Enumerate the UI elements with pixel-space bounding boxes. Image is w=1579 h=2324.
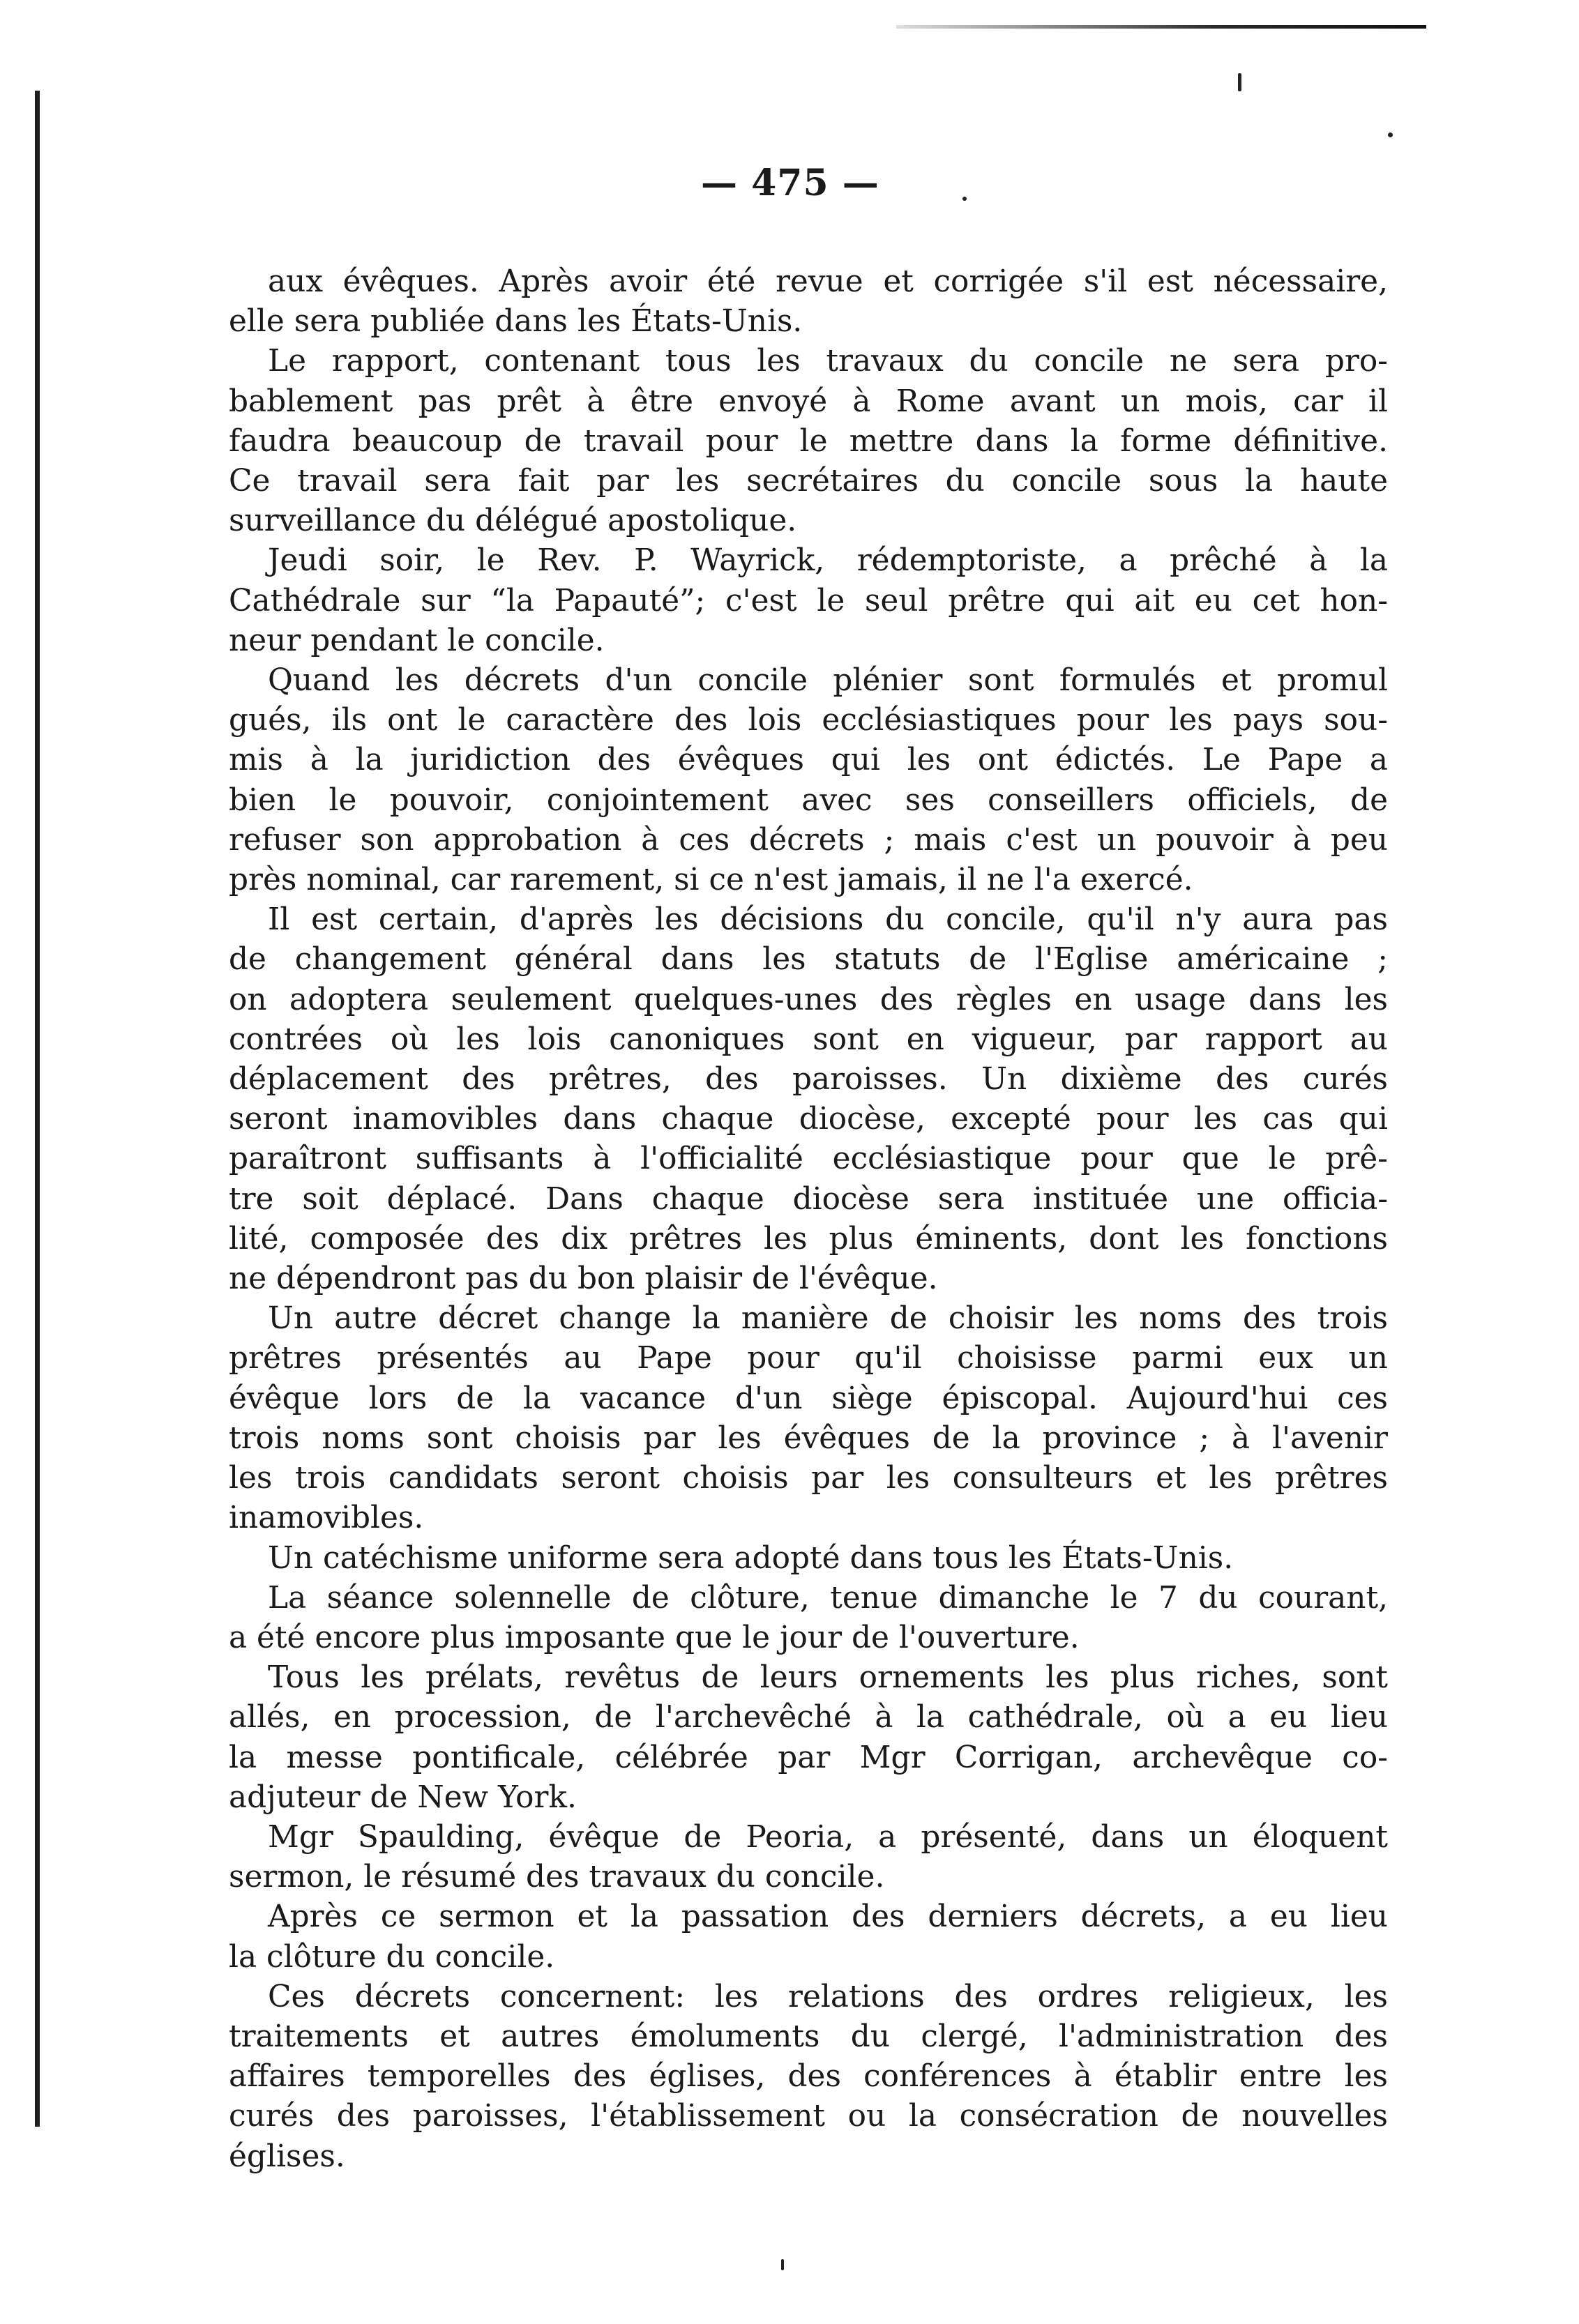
text-line: églises. xyxy=(229,2138,345,2174)
paragraph xyxy=(229,1578,1388,1657)
text-line: évêque lors de la vacance d'un siège épiscopal. Aujourd'hui ces xyxy=(229,1380,1388,1416)
paragraph xyxy=(229,540,1388,660)
text-line: affaires temporelles des églises, des conférences à établir entre les xyxy=(229,2058,1388,2095)
paragraph xyxy=(229,1298,1388,1537)
text-line: curés des paroisses, l'établissement ou la consécration de nouvelles xyxy=(229,2098,1388,2134)
text-line: bablement pas prêt à être envoyé à Rome avant un mois, car il xyxy=(229,383,1388,419)
speck xyxy=(962,197,967,201)
text-line: allés, en procession, de l'archevêché à la cathédrale, où a eu lieu xyxy=(229,1699,1388,1736)
text-line: la clôture du concile. xyxy=(229,1938,555,1975)
text-line: les trois candidats seront choisis par les consulteurs et les prêtres xyxy=(229,1460,1388,1496)
text-line: trois noms sont choisis par les évêques de la province ; à l'avenir xyxy=(229,1420,1388,1456)
text-line: Il est certain, d'après les décisions du concile, qu'il n'y aura pas xyxy=(268,902,1388,938)
paragraph xyxy=(229,261,1388,341)
text-line: Un autre décret change la manière de choisir les noms des trois xyxy=(268,1300,1388,1337)
text-line: bien le pouvoir, conjointement avec ses conseillers officiels, de xyxy=(229,782,1388,818)
text-line: gués, ils ont le caractère des lois ecclésiastiques pour les pays sou- xyxy=(229,702,1388,738)
text-line: on adoptera seulement quelques-unes des règles en usage dans les xyxy=(229,981,1388,1017)
text-line: aux évêques. Après avoir été revue et corrigée s'il est nécessaire, xyxy=(268,264,1388,299)
page-number: — 475 — xyxy=(701,162,879,204)
text-line: mis à la juridiction des évêques qui les ont édictés. Le Pape a xyxy=(229,742,1388,778)
text-line: Cathédrale sur “la Papauté”; c'est le seul prêtre qui ait eu cet hon- xyxy=(229,582,1388,618)
text-line: adjuteur de New York. xyxy=(229,1779,577,1815)
paragraph xyxy=(229,660,1388,899)
text-line: près nominal, car rarement, si ce n'est jamais, il ne l'a exercé. xyxy=(229,862,1193,898)
text-line: paraîtront suffisants à l'officialité ecclésiastique pour que le prê- xyxy=(229,1141,1388,1177)
paragraph xyxy=(229,1977,1388,2176)
text-line: tre soit déplacé. Dans chaque diocèse sera instituée une officia- xyxy=(229,1180,1388,1217)
paragraph xyxy=(229,1657,1388,1817)
speck xyxy=(1238,73,1241,91)
text-line: Quand les décrets d'un concile plénier sont formulés et promul xyxy=(268,662,1388,699)
text-line: prêtres présentés au Pape pour qu'il choisisse parmi eux un xyxy=(229,1340,1388,1376)
text-line: sermon, le résumé des travaux du concile. xyxy=(229,1859,885,1895)
text-line: surveillance du délégué apostolique. xyxy=(229,503,797,539)
top-rule xyxy=(896,25,1426,29)
text-line: neur pendant le concile. xyxy=(229,622,605,658)
text-line: Mgr Spaulding, évêque de Peoria, a présenté, dans un éloquent xyxy=(268,1818,1388,1855)
text-line: Ces décrets concernent: les relations des ordres religieux, les xyxy=(268,1978,1388,2014)
text-line: a été encore plus imposante que le jour de l'ouverture. xyxy=(229,1619,1080,1655)
text-line: traitements et autres émoluments du clergé, l'administration des xyxy=(229,2018,1388,2054)
paragraph xyxy=(229,1897,1388,1976)
article-body xyxy=(229,261,1388,2176)
paragraph xyxy=(229,899,1388,1298)
text-line: faudra beaucoup de travail pour le mettre dans la forme définitive. xyxy=(229,423,1388,459)
text-line: Le rapport, contenant tous les travaux du concile ne sera pro- xyxy=(268,343,1388,379)
text-line: elle sera publiée dans les États-Unis. xyxy=(229,303,803,340)
text-line: inamovibles. xyxy=(229,1500,424,1536)
text-line: lité, composée des dix prêtres les plus éminents, dont les fonctions xyxy=(229,1220,1388,1256)
paragraph xyxy=(229,1817,1388,1897)
text-line: ne dépendront pas du bon plaisir de l'évêque. xyxy=(229,1261,938,1297)
paragraph xyxy=(229,1538,1388,1578)
left-margin-rule xyxy=(35,91,40,2127)
text-line: seront inamovibles dans chaque diocèse, excepté pour les cas qui xyxy=(229,1101,1388,1137)
paragraph xyxy=(229,341,1388,540)
text-line: Un catéchisme uniforme sera adopté dans tous les États-Unis. xyxy=(268,1540,1234,1576)
text-line: Après ce sermon et la passation des derniers décrets, a eu lieu xyxy=(268,1899,1388,1935)
text-line: refuser son approbation à ces décrets ; mais c'est un pouvoir à peu xyxy=(229,821,1388,858)
text-line: La séance solennelle de clôture, tenue dimanche le 7 du courant, xyxy=(268,1579,1388,1616)
text-line: Tous les prélats, revêtus de leurs ornements les plus riches, sont xyxy=(268,1660,1388,1696)
text-line: Jeudi soir, le Rev. P. Wayrick, rédemptoriste, a prêché à la xyxy=(268,542,1388,579)
speck xyxy=(1388,132,1393,137)
text-line: la messe pontificale, célébrée par Mgr Corrigan, archevêque co- xyxy=(229,1739,1388,1775)
text-line: déplacement des prêtres, des paroisses. Un dixième des curés xyxy=(229,1061,1388,1098)
speck xyxy=(781,2259,784,2270)
text-line: de changement général dans les statuts de l'Eglise américaine ; xyxy=(229,941,1388,978)
text-line: contrées où les lois canoniques sont en vigueur, par rapport au xyxy=(229,1021,1388,1057)
text-line: Ce travail sera fait par les secrétaires du concile sous la haute xyxy=(229,463,1388,499)
